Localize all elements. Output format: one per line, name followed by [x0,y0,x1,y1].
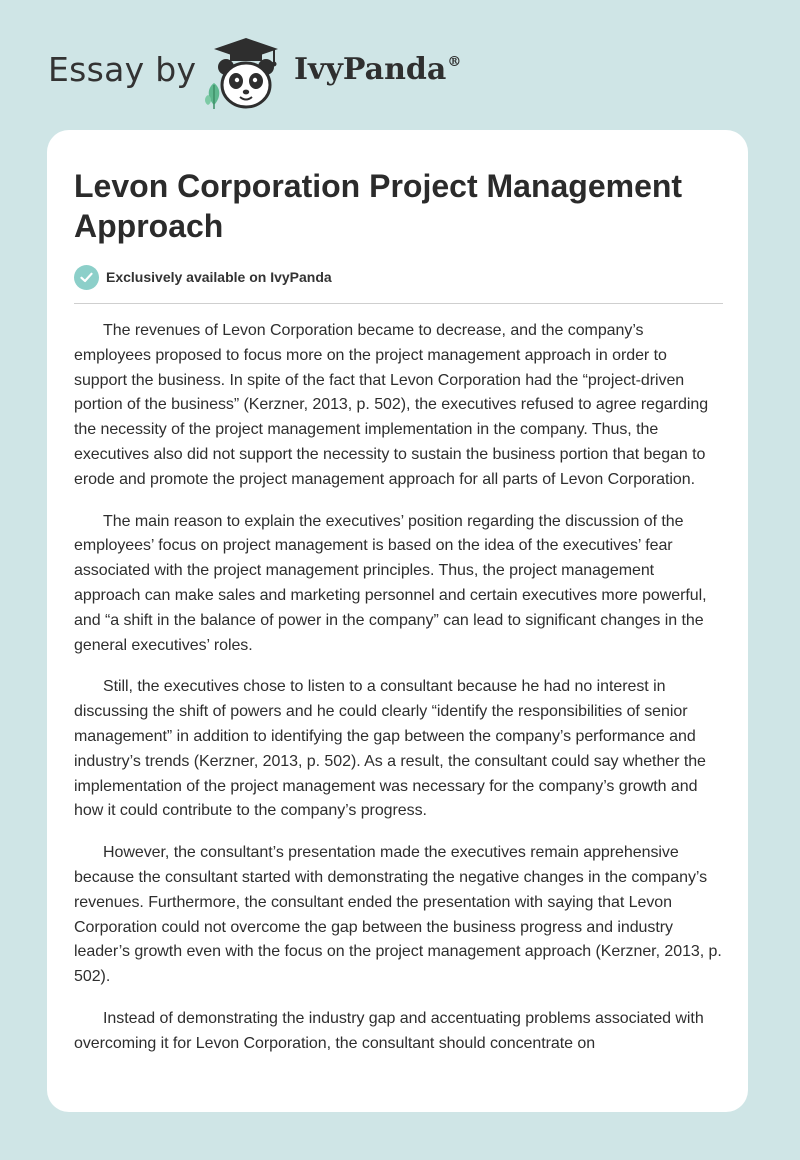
panda-graduate-icon[interactable] [200,33,290,113]
check-icon [74,265,99,290]
exclusive-badge [74,264,332,290]
paragraph: Instead of demonstrating the industry gap and accentuating problems associated with overcoming it for Levon Corporation, the consultant should concentrate on [74,1009,704,1052]
brand-prefix: Essay by [48,50,197,89]
article-body [74,319,724,1074]
brand-name[interactable] [294,52,461,87]
brand-name-text: IvyPanda [294,52,447,87]
paragraph: The main reason to explain the executives’ position regarding the discussion of the employees’ focus on project management is based on the idea of the executives’ fear associated with the project management principles. Thus, the project management approach can make sales and marketing personnel and certain executives more powerful, and “a shift in the balance of power in the company” can lead to significant changes in the general executives’ roles. [74,512,707,654]
exclusive-label: Exclusively available on IvyPanda [106,269,332,285]
paragraph: The revenues of Levon Corporation became to decrease, and the company’s employees proposed to focus more on the project management approach in order to support the business. In spite of the fact that Levon Corporation had the “project-driven portion of the business” (Kerzner, 2013, p. 502), the executives refused to agree regarding the necessity of the project management implementation in the company. Thus, the executives also did not support the necessity to sustain the business portion that began to erode and promote the project management approach for all parts of Levon Corporation. [74,322,709,488]
site-header [0,0,800,130]
paragraph: However, the consultant’s presentation made the executives remain apprehensive because the consultant started with demonstrating the negative changes in the company’s revenues. Furthermore, the consultant ended the presentation with saying that Levon Corporation could not overcome the gap between the business progress and industry leader’s growth even with the focus on the project management approach (Kerzner, 2013, p. 502). [74,844,722,986]
divider [74,303,723,304]
page-title: Levon Corporation Project Management Approach [74,168,683,244]
article-card [47,130,748,1112]
paragraph: Still, the executives chose to listen to a consultant because he had no interest in discussing the shift of powers and he could clearly “identify the responsibilities of senior management” in addition to identifying the gap between the company’s performance and industry’s trends (Kerzner, 2013, p. 502). As a result, the consultant could say whether the implementation of the project management was necessary for the company’s growth and how it could contribute to the company’s progress. [74,678,706,820]
registered-mark: ® [447,54,462,70]
